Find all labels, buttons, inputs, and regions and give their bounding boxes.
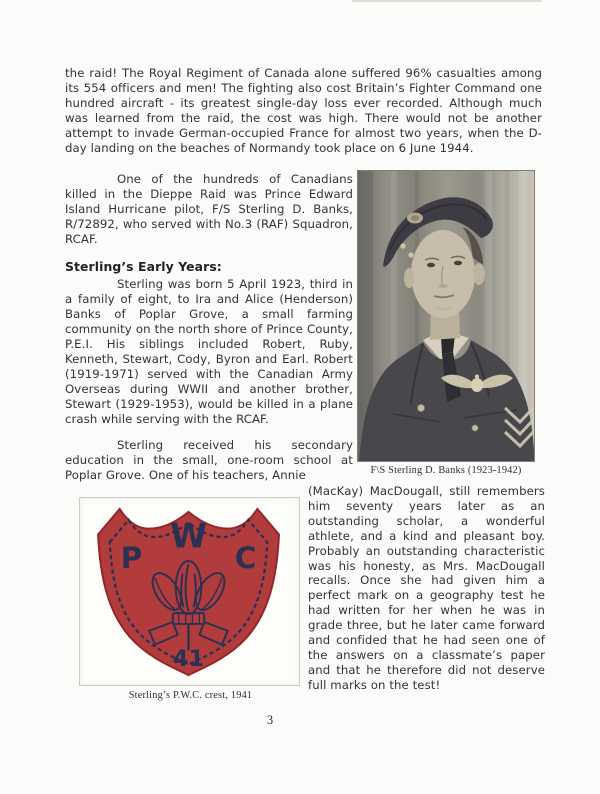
photo-caption: F\S Sterling D. Banks (1923-1942)	[370, 465, 522, 476]
crest-year: 41	[172, 646, 205, 673]
pwc-crest-image	[86, 503, 293, 680]
crest-figure	[79, 497, 302, 701]
paragraph-raid-cost: the raid! The Royal Regiment of Canada alone suffered 96% casualties among its 554 officers and men! The fighting also cost Britain’s Fighter Command one hundred aircraft - its greatest single-day loss ever recorded. Although much was learned from the raid, the cost was high. There would not be another attempt to invade German-occupied France for almost two years, when the D-day landing on the beaches of Normandy took place on 6 June 1944.	[65, 66, 542, 155]
crest-letter-w: W	[170, 516, 207, 556]
airman-portrait-image	[357, 170, 535, 462]
crest-letter-p: P	[120, 540, 143, 575]
page-number: 3	[266, 713, 274, 727]
paragraph-banks-intro: One of the hundreds of Canadians killed in the Dieppe Raid was Prince Edward Island Hurricane pilot, F/S Sterling D. Banks, R/72892, who served with No.3 (RAF) Squadron, RCAF.	[65, 172, 353, 246]
portrait-photo-figure	[357, 170, 535, 476]
crest-caption: Sterling’s P.W.C. crest, 1941	[128, 690, 253, 701]
paragraph-early-years: Sterling was born 5 April 1923, third in a family of eight, to Ira and Alice (Henderson) Banks of Poplar Grove, a small farming community on the north shore of Prince County, P.E.I. His siblings included Robert, Ruby, Kenneth, Stewart, Cody, Byron and Earl. Robert (1919-1971) served with the Canadian Army Overseas during WWII and another brother, Stewart (1929-1953), would be killed in a plane crash while serving with the RCAF.	[65, 277, 353, 426]
section-heading-early-years: Sterling’s Early Years:	[65, 259, 222, 274]
paragraph-education-left: Sterling received his secondary education in the small, one-room school at Poplar Grove. One of his teachers, Annie	[65, 438, 353, 482]
crest-photo-frame	[79, 497, 300, 686]
scan-edge-artifact	[352, 0, 542, 2]
paragraph-education-right: (MacKay) MacDougall, still remembers him seventy years later as an outstanding scholar, a wonderful athlete, and a kind and pleasant boy. Probably an outstanding characteristic was his honesty, as Mrs. MacDougall recalls. Once she had given him a perfect mark on a geography test he had written for her when he was in grade three, but he later came forward and confided that he had seen one of the answers on a classmate’s paper and that he therefore did not deserve full marks on the test!	[308, 484, 545, 692]
crest-letter-c: C	[234, 540, 257, 575]
